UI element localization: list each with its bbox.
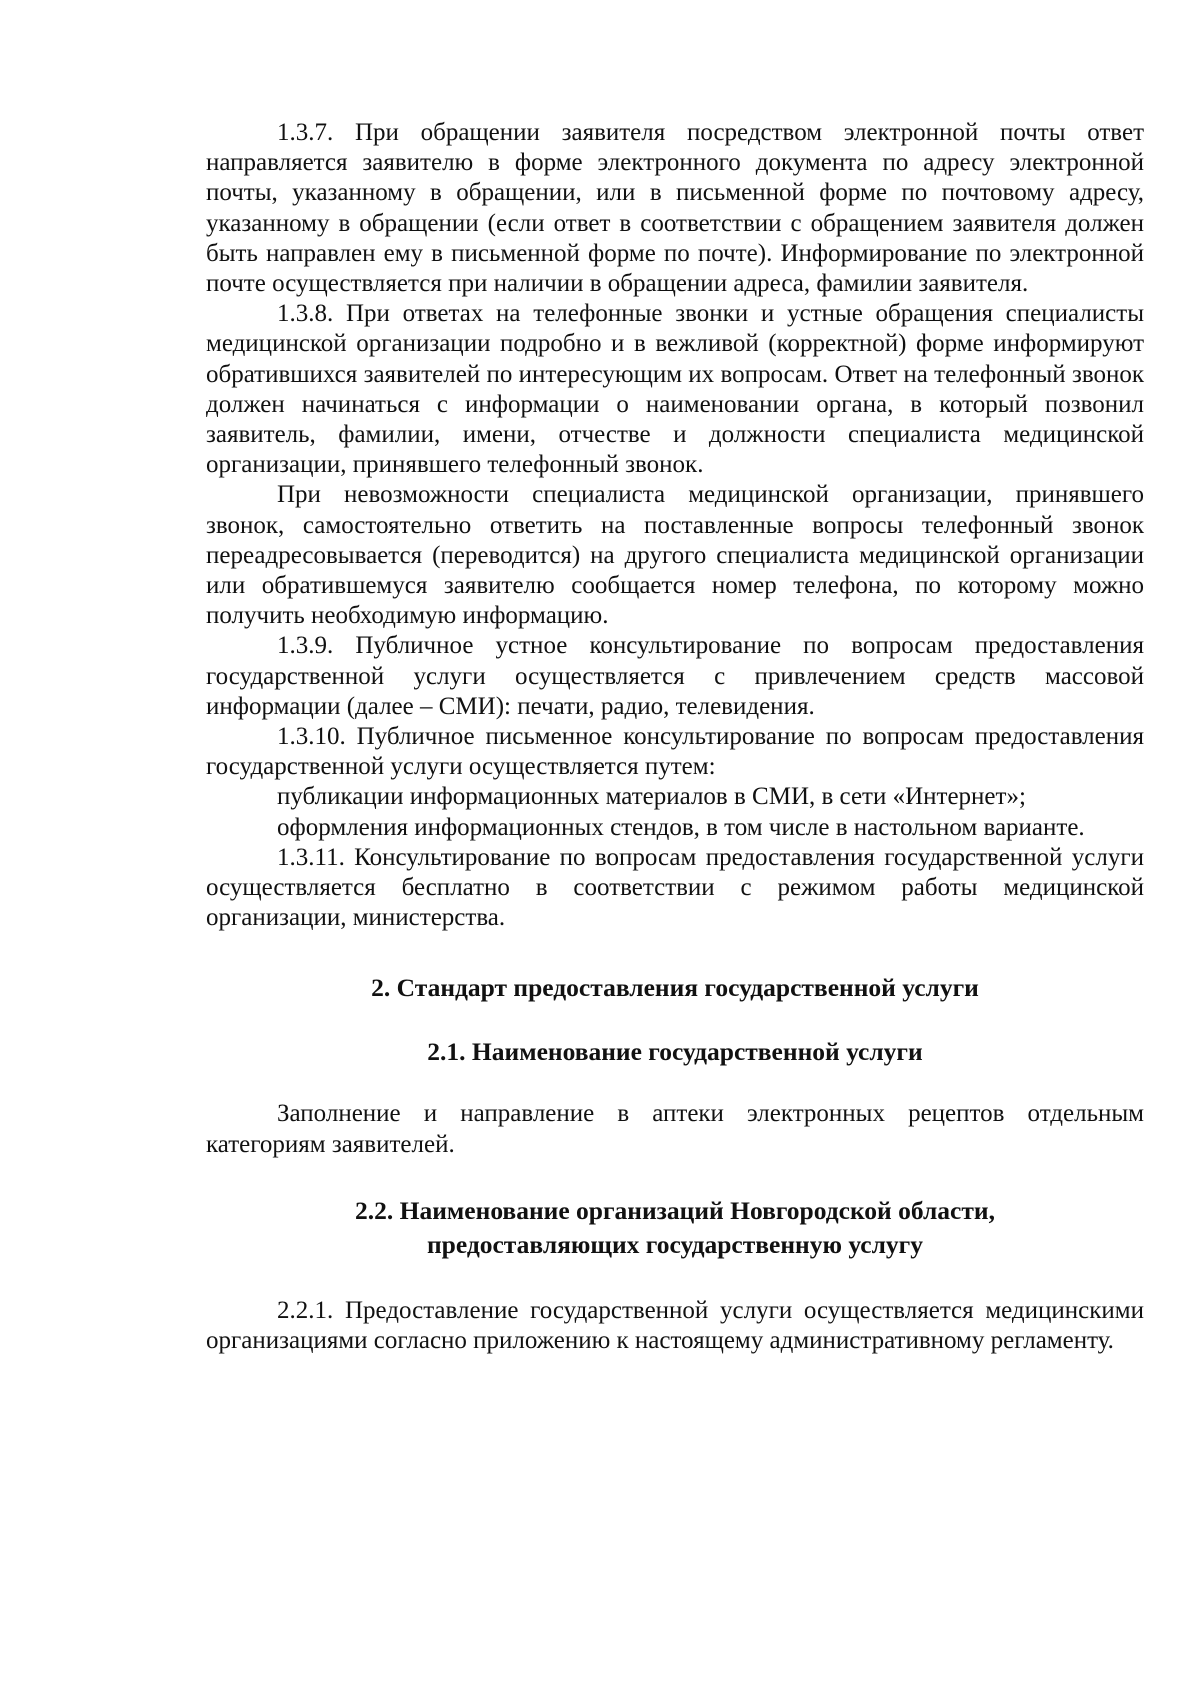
paragraph-2-2-1: 2.2.1. Предоставление государственной услуги осуществляется медицинскими организациями согласно приложению к настоящему административному регламенту. (206, 1296, 1144, 1355)
spacer (206, 933, 1144, 971)
section-heading-2: 2. Стандарт предоставления государственной услуги (371, 973, 979, 1003)
spacer (206, 1262, 1144, 1296)
section-heading-2-1: 2.1. Наименование государственной услуги (427, 1037, 923, 1067)
document-page (206, 118, 1144, 1356)
paragraph-1-3-10-item-b: оформления информационных стендов, в том числе в настольном варианте. (277, 813, 1085, 841)
paragraph-1-3-8: 1.3.8. При ответах на телефонные звонки и устные обращения специалисты медицинской организации подробно и в вежливой (корректной) форме информируют обратившихся заявителей по интересующим их вопросам. Ответ на телефонный звонок должен начинаться с информации о наименовании органа, в который позвонил заявитель, фамилии, имени, отчестве и должности специалиста медицинской организации, принявшего телефонный звонок. (206, 300, 1144, 479)
spacer (206, 1005, 1144, 1035)
spacer (206, 1160, 1144, 1194)
spacer (206, 1069, 1144, 1099)
paragraph-1-3-11: 1.3.11. Консультирование по вопросам предоставления государственной услуги осуществляется бесплатно в соответствии с режимом работы медицинской организации, министерства. (206, 843, 1144, 932)
paragraph-1-3-8-continued: При невозможности специалиста медицинской организации, принявшего звонок, самостоятельно ответить на поставленные вопросы телефонный звонок переадресовывается (переводится) на другого специалиста медицинской организации или обратившемуся заявителю сообщается номер телефона, по которому можно получить необходимую информацию. (206, 481, 1144, 630)
section-heading-2-2-line1: 2.2. Наименование организаций Новгородской области, (355, 1195, 995, 1225)
section-heading-2-2-line2: предоставляющих государственную услугу (426, 1229, 924, 1259)
paragraph-1-3-7: 1.3.7. При обращении заявителя посредством электронной почты ответ направляется заявителю в форме электронного документа по адресу электронной почты, указанному в обращении, или в письменной форме по почтовому адресу, указанному в обращении (если ответ в соответствии с обращением заявителя должен быть направлен ему в письменной форме по почте). Информирование по электронной почте осуществляется при наличии в обращении адреса, фамилии заявителя. (206, 119, 1144, 298)
paragraph-1-3-10: 1.3.10. Публичное письменное консультирование по вопросам предоставления государственной услуги осуществляется путем: (206, 723, 1144, 781)
paragraph-2-1-text: Заполнение и направление в аптеки электронных рецептов отдельным категориям заявителей. (206, 1100, 1144, 1158)
paragraph-1-3-10-item-a: публикации информационных материалов в СМИ, в сети «Интернет»; (277, 783, 1026, 811)
paragraph-1-3-9: 1.3.9. Публичное устное консультирование по вопросам предоставления государственной услуги осуществляется с привлечением средств массовой информации (далее – СМИ): печати, радио, телевидения. (206, 632, 1144, 720)
